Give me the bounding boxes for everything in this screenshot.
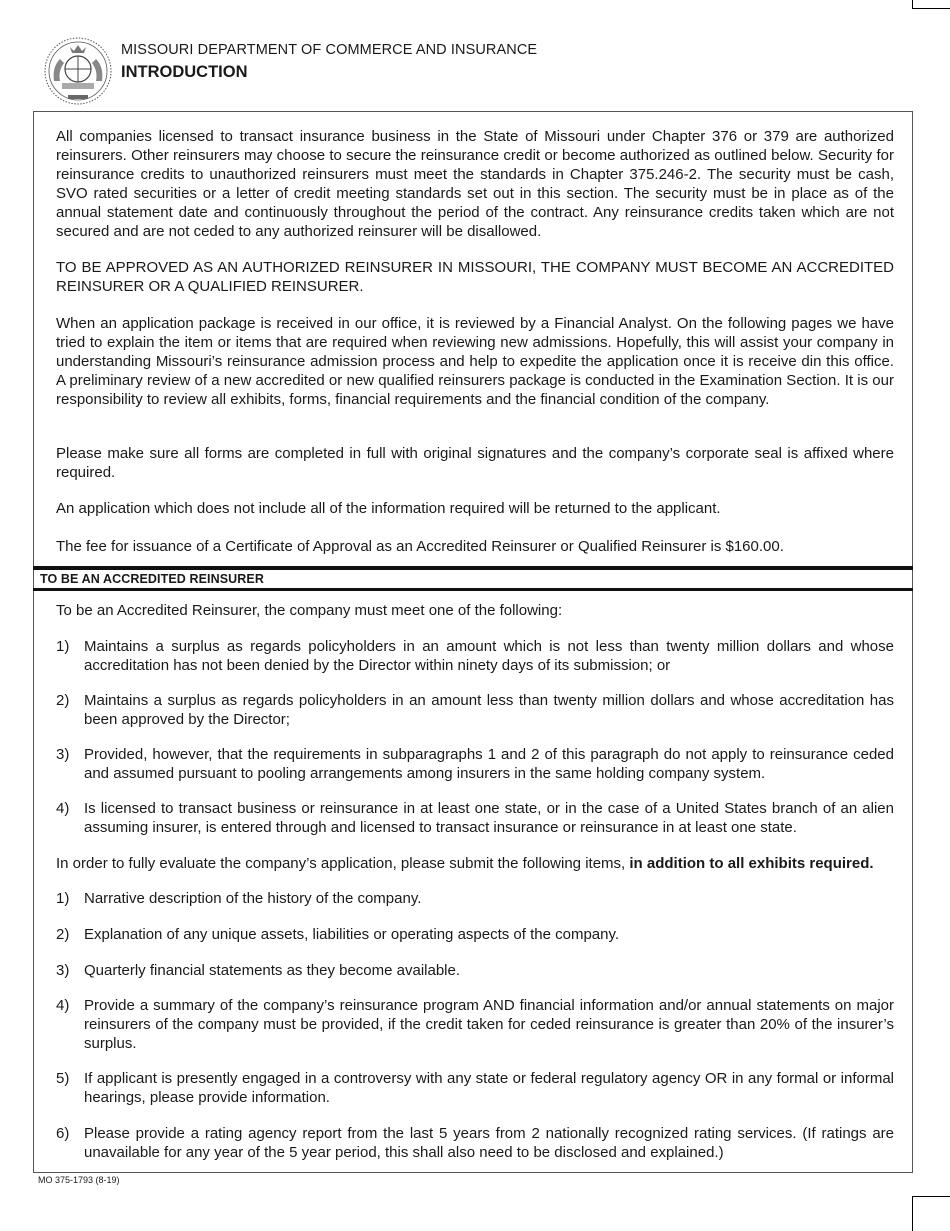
intro-paragraph-5: An application which does not include all of the information required will be returned to the applicant. xyxy=(56,500,721,517)
item-text: Provided, however, that the requirements in subparagraphs 1 and 2 of this paragraph do not apply to reinsurance ceded and assumed pursuant to pooling arrangements among insurers in the same holding company system. xyxy=(84,746,894,782)
state-seal-icon xyxy=(40,37,116,105)
item-number: 5) xyxy=(56,1070,70,1087)
item-number: 3) xyxy=(56,746,70,763)
submit-lead-paragraph xyxy=(56,854,894,873)
submit-lead-bold: in addition to all exhibits required. xyxy=(629,855,874,872)
item-number: 1) xyxy=(56,638,70,655)
item-number: 2) xyxy=(56,926,70,943)
intro-paragraph-6: The fee for issuance of a Certificate of Approval as an Accredited Reinsurer or Qualified Reinsurer is $160.00. xyxy=(56,538,784,555)
crop-mark-top xyxy=(912,0,950,9)
item-text: If applicant is presently engaged in a controversy with any state or federal regulatory agency OR in any formal or informal hearings, please provide information. xyxy=(84,1070,894,1106)
item-text: Quarterly financial statements as they become available. xyxy=(84,962,461,979)
crop-mark-bottom xyxy=(912,1196,950,1231)
page-title: INTRODUCTION xyxy=(121,63,248,81)
item-number: 6) xyxy=(56,1125,70,1142)
item-text: Provide a summary of the company’s reinsurance program AND financial information and/or annual statements on major reinsurers of the company must be provided, if the credit taken for ceded reinsurance is greater than 20% of the insurer’s surplus. xyxy=(84,997,894,1052)
item-text: Maintains a surplus as regards policyholders in an amount which is not less than twenty million dollars and whose accreditation has not been denied by the Director within ninety days of its submission; or xyxy=(84,638,894,674)
form-number: MO 375-1793 (8-19) xyxy=(38,1175,120,1185)
section-heading-bar xyxy=(33,566,913,591)
item-text: Explanation of any unique assets, liabilities or operating aspects of the company. xyxy=(84,926,620,943)
item-text: Is licensed to transact business or reinsurance in at least one state, or in the case of a United States branch of an alien assuming insurer, is entered through and licensed to transact insurance or reinsurance in at least one state. xyxy=(84,800,894,836)
item-text: Narrative description of the history of the company. xyxy=(84,890,422,907)
item-number: 3) xyxy=(56,962,70,979)
section-heading: TO BE AN ACCREDITED REINSURER xyxy=(40,572,264,586)
intro-paragraph-1: All companies licensed to transact insurance business in the State of Missouri under Chapter 376 or 379 are authorized reinsurers. Other reinsurers may choose to secure the reinsurance credit or become authorized as outlined below. Security for reinsurance credits to unauthorized reinsurers must meet the standards in Chapter 375.246-2. The security must be cash, SVO rated securities or a letter of credit meeting standards set out in this section. The security must be in place as of the annual statement date and continuously throughout the period of the contract. Any reinsurance credits taken which are not secured and are not ceded to any authorized reinsurer will be disallowed. xyxy=(56,128,894,240)
intro-paragraph-4: Please make sure all forms are completed in full with original signatures and the company’s corporate seal is affixed where required. xyxy=(56,445,894,481)
item-number: 2) xyxy=(56,692,70,709)
intro-paragraph-3: When an application package is received in our office, it is reviewed by a Financial Analyst. On the following pages we have tried to explain the item or items that are required when reviewing new admissions. Hopefully, this will assist your company in understanding Missouri’s reinsurance admission process and help to expedite the application once it is receive din this office. A preliminary review of a new accredited or new qualified reinsurers package is conducted in the Examination Section. It is our responsibility to review all exhibits, forms, financial requirements and the financial condition of the company. xyxy=(56,315,894,408)
agency-name: MISSOURI DEPARTMENT OF COMMERCE AND INSURANCE xyxy=(121,42,538,58)
item-text: Maintains a surplus as regards policyholders in an amount less than twenty million dollars and whose accreditation has been approved by the Director; xyxy=(84,692,894,728)
accredited-lead: To be an Accredited Reinsurer, the company must meet one of the following: xyxy=(56,602,563,619)
item-text: Please provide a rating agency report from the last 5 years from 2 nationally recognized rating services. (If ratings are unavailable for any year of the 5 year period, this shall also need to be disclosed and explained.) xyxy=(84,1125,894,1161)
intro-paragraph-2: TO BE APPROVED AS AN AUTHORIZED REINSURER IN MISSOURI, THE COMPANY MUST BECOME AN ACCREDITED REINSURER OR A QUALIFIED REINSURER. xyxy=(56,259,894,295)
item-number: 4) xyxy=(56,997,70,1014)
item-number: 4) xyxy=(56,800,70,817)
submit-lead-text: In order to fully evaluate the company’s application, please submit the following items, xyxy=(56,855,630,872)
item-number: 1) xyxy=(56,890,70,907)
